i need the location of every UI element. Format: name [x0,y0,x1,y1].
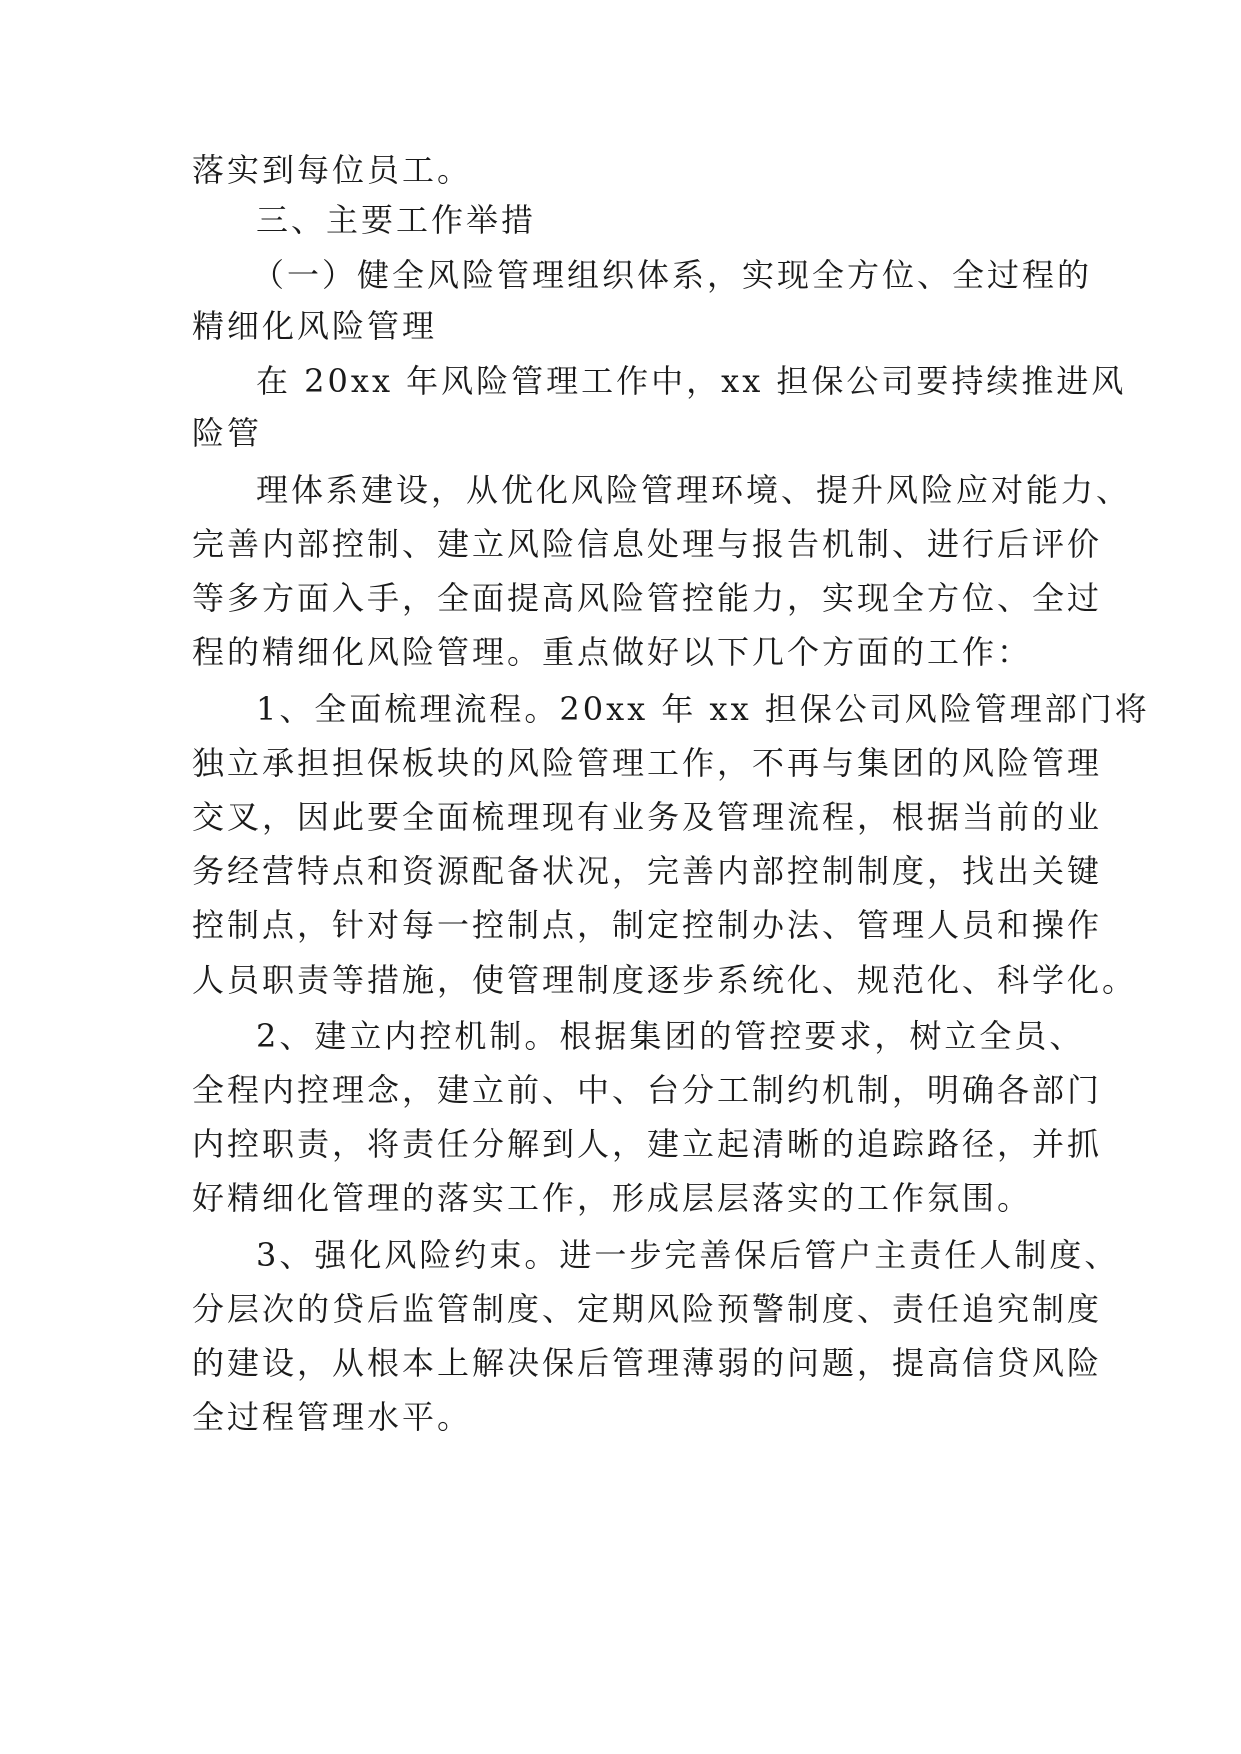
list-item-line: 3、强化风险约束。进一步完善保后管户主责任人制度、 [256,1236,1120,1274]
paragraph-line: 在 20xx 年风险管理工作中，xx 担保公司要持续推进风 [256,362,1127,400]
list-item-line: 好精细化管理的落实工作，形成层层落实的工作氛围。 [192,1179,1033,1217]
paragraph-line: 理体系建设，从优化风险管理环境、提升风险应对能力、 [256,471,1132,509]
list-item-line: 全程内控理念，建立前、中、台分工制约机制，明确各部门 [192,1071,1103,1109]
list-item-line: 2、建立内控机制。根据集团的管控要求，树立全员、 [256,1017,1085,1055]
list-item-line: 的建设，从根本上解决保后管理薄弱的问题，提高信贷风险 [192,1344,1103,1382]
list-item-line: 分层次的贷后监管制度、定期风险预警制度、责任追究制度 [192,1290,1103,1328]
list-item-line: 独立承担担保板块的风险管理工作，不再与集团的风险管理 [192,744,1103,782]
list-item-line: 内控职责，将责任分解到人，建立起清晰的追踪路径，并抓 [192,1125,1103,1163]
list-item-line: 人员职责等措施，使管理制度逐步系统化、规范化、科学化。 [192,961,1138,999]
list-item-line: 全过程管理水平。 [192,1398,473,1436]
paragraph-line: 等多方面入手，全面提高风险管控能力，实现全方位、全过 [192,579,1103,617]
text-line: 落实到每位员工。 [192,151,473,189]
list-item-line: 控制点，针对每一控制点，制定控制办法、管理人员和操作 [192,906,1103,944]
list-item-line: 交叉，因此要全面梳理现有业务及管理流程，根据当前的业 [192,798,1103,836]
list-item-line: 1、全面梳理流程。20xx 年 xx 担保公司风险管理部门将 [256,690,1150,728]
list-item-line: 务经营特点和资源配备状况，完善内部控制制度，找出关键 [192,852,1103,890]
subsection-heading-continued: 精细化风险管理 [192,307,438,345]
subsection-heading: （一）健全风险管理组织体系，实现全方位、全过程的 [252,256,1093,294]
paragraph-line: 险管 [192,414,263,452]
paragraph-line: 程的精细化风险管理。重点做好以下几个方面的工作： [192,633,1033,671]
section-heading: 三、主要工作举措 [256,201,537,239]
paragraph-line: 完善内部控制、建立风险信息处理与报告机制、进行后评价 [192,525,1103,563]
